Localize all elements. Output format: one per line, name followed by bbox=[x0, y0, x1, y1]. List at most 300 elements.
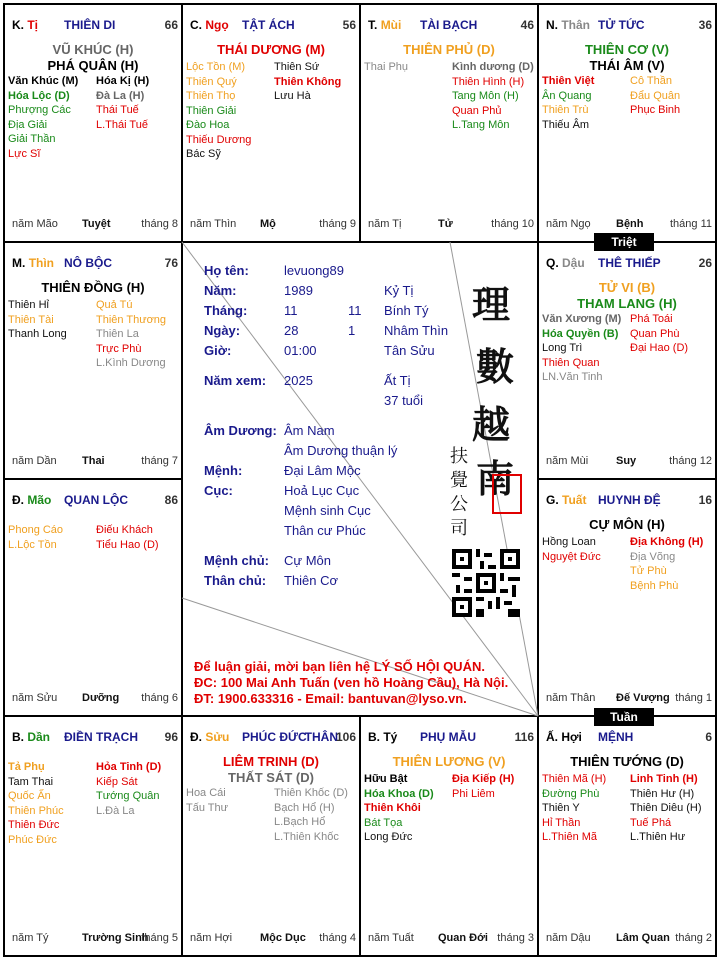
han-month: tháng 12 bbox=[669, 455, 712, 467]
palace-tuat bbox=[538, 479, 716, 716]
view-year-value: 2025 bbox=[284, 373, 313, 388]
minor-star: Thiên Sứ bbox=[274, 61, 320, 73]
minor-star: Tam Thai bbox=[8, 775, 54, 788]
truong-sinh: Mộc Dục bbox=[260, 932, 306, 944]
palace-header bbox=[182, 730, 360, 746]
minor-stars-left bbox=[186, 60, 251, 162]
main-star: CỰ MÔN (H) bbox=[589, 517, 665, 532]
palace-number: 116 bbox=[514, 730, 534, 744]
palace-footer bbox=[538, 692, 716, 706]
minor-star: Thiên Thọ bbox=[186, 90, 236, 102]
minor-star: Quan Phủ bbox=[452, 104, 502, 117]
palace-footer bbox=[538, 932, 716, 946]
palace-number: 76 bbox=[164, 256, 178, 270]
month-label: Tháng: bbox=[204, 303, 248, 318]
palace-position bbox=[546, 493, 586, 507]
han-month: tháng 2 bbox=[675, 932, 712, 944]
minor-star: Tấu Thư bbox=[186, 801, 229, 814]
palace-header bbox=[4, 256, 182, 272]
small-seal-2: 覺 bbox=[450, 470, 468, 491]
palace-header bbox=[538, 493, 716, 509]
palace-ngo bbox=[182, 4, 360, 242]
truong-sinh: Đế Vượng bbox=[616, 692, 670, 704]
seal-char-2: 數 bbox=[476, 344, 515, 389]
minor-star: Phượng Các bbox=[8, 104, 71, 116]
truong-sinh: Tuyệt bbox=[82, 218, 111, 230]
minor-stars-left bbox=[8, 74, 78, 161]
palace-position bbox=[546, 18, 590, 32]
palace-header bbox=[4, 493, 182, 509]
palace-number: 46 bbox=[520, 18, 534, 32]
day-label: Ngày: bbox=[204, 323, 241, 338]
view-year-can: Ất Tị bbox=[384, 373, 411, 388]
han-month: tháng 5 bbox=[141, 932, 178, 944]
palace-dan bbox=[4, 716, 182, 956]
palace-chi: Mão bbox=[27, 493, 52, 507]
truong-sinh: Suy bbox=[616, 455, 637, 467]
palace-dau bbox=[538, 242, 716, 479]
than-chu-label: Thân chủ: bbox=[204, 573, 267, 588]
minor-star: Tuế Phá bbox=[630, 816, 672, 829]
minor-stars-right bbox=[630, 535, 703, 593]
seal-char-1: 理 bbox=[472, 282, 511, 327]
minor-star: Kình dương (D) bbox=[452, 61, 534, 73]
han-year: năm Hợi bbox=[190, 932, 233, 944]
minor-star: Đường Phù bbox=[542, 787, 600, 800]
minor-star: Thiếu Âm bbox=[542, 118, 590, 131]
minor-star: Phục Binh bbox=[630, 104, 681, 116]
truong-sinh: Quan Đới bbox=[438, 932, 488, 944]
palace-position bbox=[368, 730, 397, 744]
minor-star: Thiên Không bbox=[274, 75, 342, 88]
cuc-value: Hoả Lục Cục bbox=[284, 483, 360, 498]
palace-number: 86 bbox=[164, 493, 178, 507]
minor-star: Long Đức bbox=[364, 831, 413, 843]
tuan-badge: Tuần bbox=[594, 708, 654, 726]
minor-star: Thiên La bbox=[96, 328, 139, 340]
han-year: năm Sửu bbox=[12, 692, 58, 704]
age-value: 37 tuổi bbox=[384, 393, 424, 408]
minor-star: Thiên Giải bbox=[186, 104, 237, 117]
minor-stars-left bbox=[364, 60, 408, 75]
main-star: THIÊN LƯƠNG (V) bbox=[392, 754, 506, 769]
minor-star: Thiên Hình (H) bbox=[452, 75, 525, 88]
minor-star: Thiên Diêu (H) bbox=[630, 802, 702, 814]
minor-star: Quốc Ấn bbox=[8, 790, 51, 802]
minor-star: L.Lộc Tồn bbox=[8, 538, 57, 551]
palace-position bbox=[12, 493, 51, 507]
seal-char-3: 越 bbox=[472, 402, 511, 447]
minor-star: Thiên Khôi bbox=[364, 802, 421, 814]
palace-number: 6 bbox=[705, 730, 712, 744]
month-lunar: 11 bbox=[348, 303, 362, 318]
palace-chi: Dậu bbox=[562, 256, 585, 270]
minor-star: Hoa Cái bbox=[186, 787, 226, 799]
name-label: Họ tên: bbox=[204, 263, 249, 278]
day-can: Nhâm Thìn bbox=[384, 323, 449, 338]
small-seal-1: 扶 bbox=[450, 446, 468, 467]
minor-star: Long Trì bbox=[542, 342, 583, 354]
palace-footer bbox=[360, 218, 538, 232]
palace-position bbox=[546, 730, 582, 744]
palace-ty bbox=[360, 716, 538, 956]
minor-star: Nguyệt Đức bbox=[542, 550, 601, 563]
minor-stars-right bbox=[96, 760, 161, 818]
palace-number: 106 bbox=[335, 730, 356, 744]
palace-number: 96 bbox=[164, 730, 178, 744]
main-star: THÁI DƯƠNG (M) bbox=[217, 42, 325, 57]
triet-badge: Triệt bbox=[594, 233, 654, 251]
han-month: tháng 7 bbox=[141, 455, 178, 467]
palace-ti bbox=[4, 4, 182, 242]
minor-star: L.Thiên Mã bbox=[542, 831, 598, 843]
minor-stars-left bbox=[542, 535, 601, 564]
minor-star: Thiên Mã (H) bbox=[542, 773, 607, 785]
palace-mui bbox=[360, 4, 538, 242]
palace-chi: Sửu bbox=[205, 730, 230, 744]
main-star: PHÁ QUÂN (H) bbox=[47, 58, 139, 73]
minor-star: Bát Tọa bbox=[364, 816, 403, 829]
minor-star: Hồng Loan bbox=[542, 536, 596, 548]
palace-number: 56 bbox=[342, 18, 356, 32]
contact-line-1: Để luận giải, mời bạn liên hệ LÝ SỐ HỘI QUÁN. bbox=[194, 659, 485, 674]
minor-star: Quan Phù bbox=[630, 327, 680, 340]
minor-star: Văn Xương (M) bbox=[542, 313, 622, 325]
palace-can: Đ. bbox=[190, 730, 202, 744]
han-year: năm Ngọ bbox=[546, 218, 591, 230]
palace-header bbox=[360, 730, 538, 746]
truong-sinh: Trường Sinh bbox=[82, 932, 149, 944]
main-star: THIÊN TƯỚNG (D) bbox=[570, 754, 684, 769]
minor-stars-right bbox=[96, 523, 159, 552]
minor-stars-left bbox=[542, 772, 606, 845]
minor-star: Cô Thần bbox=[630, 75, 672, 87]
month-can: Bính Tý bbox=[384, 303, 429, 318]
truong-sinh: Thai bbox=[82, 455, 105, 467]
palace-house-name: HUYNH ĐỆ bbox=[598, 493, 661, 507]
minor-star: Đà La (H) bbox=[96, 89, 145, 102]
minor-star: Lộc Tồn (M) bbox=[186, 61, 246, 73]
minor-stars-left bbox=[542, 312, 621, 385]
minor-stars-left bbox=[8, 760, 64, 847]
truong-sinh: Lâm Quan bbox=[616, 932, 670, 944]
han-month: tháng 6 bbox=[141, 692, 178, 704]
palace-header bbox=[538, 18, 716, 34]
minor-star: Thiên Phúc bbox=[8, 804, 64, 817]
minor-star: Kiếp Sát bbox=[96, 775, 138, 788]
minor-star: L.Thái Tuế bbox=[96, 118, 148, 131]
palace-can: B. bbox=[12, 730, 24, 744]
minor-star: Văn Khúc (M) bbox=[8, 75, 79, 87]
small-seal-4: 司 bbox=[450, 518, 468, 539]
palace-footer bbox=[538, 455, 716, 469]
minor-star: Lưu Hà bbox=[274, 90, 311, 102]
minor-star: Thiên Đức bbox=[8, 819, 60, 831]
menh-chu-value: Cự Môn bbox=[284, 553, 331, 568]
minor-stars-right bbox=[630, 772, 702, 845]
han-month: tháng 3 bbox=[497, 932, 534, 944]
palace-header bbox=[538, 730, 716, 746]
cuc-note: Mệnh sinh Cục bbox=[284, 503, 371, 518]
minor-star: Hóa Lộc (D) bbox=[8, 89, 70, 102]
palace-can: M. bbox=[12, 256, 26, 270]
minor-star: Bệnh Phù bbox=[630, 579, 679, 592]
palace-mao bbox=[4, 479, 182, 716]
minor-star: Thiên Quý bbox=[186, 75, 237, 88]
menh-value: Đại Lâm Mộc bbox=[284, 463, 361, 478]
truong-sinh: Bệnh bbox=[616, 218, 644, 230]
minor-stars-left bbox=[8, 298, 67, 342]
minor-star: L.Thiên Hư bbox=[630, 831, 686, 843]
minor-star: L.Bạch Hổ bbox=[274, 816, 326, 828]
palace-header bbox=[182, 18, 360, 34]
palace-can: C. bbox=[190, 18, 202, 32]
palace-chi: Hợi bbox=[561, 730, 582, 744]
minor-star: Thiên Y bbox=[542, 802, 580, 814]
palace-suu bbox=[182, 716, 360, 956]
palace-can: Đ. bbox=[12, 493, 24, 507]
minor-stars-right bbox=[96, 298, 166, 371]
palace-than bbox=[538, 4, 716, 242]
than-cu-note: Thân cư Phúc bbox=[284, 523, 366, 538]
hour-value: 01:00 bbox=[284, 343, 317, 358]
main-star: TỬ VI (B) bbox=[598, 280, 656, 295]
minor-star: Thiên Trù bbox=[542, 104, 589, 116]
minor-star: Tử Phù bbox=[630, 565, 667, 577]
palace-can: B. bbox=[368, 730, 380, 744]
palace-number: 66 bbox=[164, 18, 178, 32]
minor-star: Ân Quang bbox=[542, 89, 592, 102]
palace-chi: Mùi bbox=[380, 18, 402, 32]
minor-star: L.Đà La bbox=[96, 804, 135, 817]
palace-chi: Ngọ bbox=[205, 18, 229, 32]
minor-stars-right bbox=[452, 60, 534, 133]
minor-star: Hóa Quyền (B) bbox=[542, 327, 619, 340]
minor-stars-right bbox=[274, 786, 348, 844]
amduong-label: Âm Dương: bbox=[204, 423, 277, 438]
minor-star: Bạch Hổ (H) bbox=[274, 801, 335, 814]
han-year: năm Tị bbox=[368, 218, 402, 230]
minor-star: Đào Hoa bbox=[186, 119, 230, 131]
minor-star: Tả Phụ bbox=[8, 761, 45, 773]
minor-star: Thiếu Dương bbox=[186, 133, 252, 146]
minor-stars-right bbox=[96, 74, 149, 132]
minor-star: Thiên Việt bbox=[542, 75, 595, 87]
minor-stars-right bbox=[274, 60, 341, 104]
han-month: tháng 4 bbox=[319, 932, 356, 944]
contact-line-2: ĐC: 100 Mai Anh Tuấn (ven hồ Hoàng Cầu), Hà Nội. bbox=[194, 675, 509, 690]
palace-hoi bbox=[538, 716, 716, 956]
than-chu-value: Thiên Cơ bbox=[284, 573, 339, 588]
palace-footer bbox=[360, 932, 538, 946]
minor-star: Thai Phụ bbox=[364, 61, 409, 73]
han-month: tháng 11 bbox=[669, 218, 712, 230]
palace-position bbox=[368, 18, 401, 32]
minor-stars-right bbox=[630, 74, 680, 118]
minor-stars-left bbox=[186, 786, 228, 815]
han-year: năm Mùi bbox=[546, 455, 589, 467]
palace-house-name: ĐIỀN TRẠCH bbox=[64, 730, 138, 744]
palace-number: 26 bbox=[698, 256, 712, 270]
han-month: tháng 8 bbox=[141, 218, 178, 230]
minor-stars-left bbox=[542, 74, 594, 132]
minor-star: L.Kình Dương bbox=[96, 357, 166, 369]
truong-sinh: Mộ bbox=[260, 218, 276, 230]
palace-chi: Tý bbox=[383, 730, 398, 744]
palace-header bbox=[360, 18, 538, 34]
palace-house-name: TỬ TỨC bbox=[598, 18, 645, 32]
cuc-label: Cục: bbox=[204, 483, 233, 498]
palace-chi: Dần bbox=[27, 730, 51, 744]
day-value: 28 bbox=[284, 323, 299, 338]
han-year: năm Thìn bbox=[190, 218, 237, 230]
minor-stars-left bbox=[364, 772, 434, 845]
minor-star: L.Thiên Khốc bbox=[274, 830, 339, 843]
minor-star: Hỉ Thần bbox=[542, 816, 581, 829]
year-value: 1989 bbox=[284, 283, 313, 298]
han-month: tháng 10 bbox=[491, 218, 534, 230]
palace-footer bbox=[4, 218, 182, 232]
contact-line-3: ĐT: 1900.633316 - Email: bantuvan@lyso.vn. bbox=[194, 691, 467, 706]
main-star: THIÊN ĐỒNG (H) bbox=[41, 280, 145, 295]
day-lunar: 1 bbox=[348, 323, 356, 338]
palace-house-name: PHỤ MẪU bbox=[420, 730, 476, 744]
small-seal-3: 公 bbox=[450, 494, 468, 515]
minor-star: Điếu Khách bbox=[96, 524, 153, 536]
palace-position bbox=[190, 18, 229, 32]
view-year-label: Năm xem: bbox=[204, 373, 267, 388]
han-year: năm Mão bbox=[12, 218, 58, 230]
han-month: tháng 1 bbox=[675, 692, 712, 704]
palace-chi: Thân bbox=[561, 18, 591, 32]
palace-position bbox=[546, 256, 585, 270]
minor-star: Lực Sĩ bbox=[8, 147, 41, 160]
minor-star: LN.Văn Tinh bbox=[542, 371, 603, 383]
minor-star: Tiểu Hao (D) bbox=[96, 538, 159, 551]
name-value: levuong89 bbox=[284, 263, 344, 278]
palace-can: T. bbox=[368, 18, 378, 32]
han-year: năm Tý bbox=[12, 932, 49, 944]
main-star: THAM LANG (H) bbox=[577, 296, 677, 311]
minor-stars-left bbox=[8, 523, 63, 552]
minor-star: Thiên Hỉ bbox=[8, 299, 49, 311]
year-label: Năm: bbox=[204, 283, 237, 298]
han-month: tháng 9 bbox=[319, 218, 356, 230]
palace-house-name: QUAN LỘC bbox=[64, 493, 128, 507]
main-star: THIÊN CƠ (V) bbox=[584, 42, 670, 57]
minor-star: Hóa Kị (H) bbox=[96, 75, 150, 87]
truong-sinh: Tử bbox=[438, 218, 453, 230]
minor-star: Thiên Thương bbox=[96, 313, 167, 326]
hour-can: Tân Sửu bbox=[384, 343, 435, 358]
minor-stars-right bbox=[630, 312, 688, 356]
main-star: THẤT SÁT (D) bbox=[228, 770, 314, 785]
palace-house-name: NÔ BỘC bbox=[64, 256, 112, 270]
palace-chi: Thìn bbox=[28, 256, 55, 270]
minor-star: Hóa Khoa (D) bbox=[364, 787, 434, 800]
palace-thin bbox=[4, 242, 182, 479]
minor-star: Thiên Quan bbox=[542, 356, 600, 369]
menh-chu-label: Mệnh chủ: bbox=[204, 553, 269, 568]
main-star: LIÊM TRINH (D) bbox=[222, 754, 320, 769]
minor-star: Tang Môn (H) bbox=[452, 90, 519, 102]
palace-position bbox=[12, 18, 38, 32]
palace-house-name: TÀI BẠCH bbox=[420, 18, 478, 32]
palace-number: 36 bbox=[698, 18, 712, 32]
minor-star: Thanh Long bbox=[8, 328, 67, 340]
minor-star: Trực Phù bbox=[96, 342, 142, 355]
palace-position bbox=[12, 256, 54, 270]
palace-can: K. bbox=[12, 18, 24, 32]
minor-star: Quả Tú bbox=[96, 299, 133, 311]
than-marker: THÂN bbox=[304, 730, 338, 744]
year-can: Kỷ Tị bbox=[384, 283, 414, 298]
han-year: năm Dậu bbox=[546, 932, 591, 944]
minor-star: L.Tang Môn bbox=[452, 119, 510, 131]
palace-can: N. bbox=[546, 18, 558, 32]
minor-star: Giải Thần bbox=[8, 133, 56, 145]
palace-chi: Tị bbox=[27, 18, 39, 32]
palace-number: 16 bbox=[698, 493, 712, 507]
minor-star: Thái Tuế bbox=[96, 104, 139, 116]
minor-star: Phong Cáo bbox=[8, 524, 64, 536]
minor-star: Tướng Quân bbox=[96, 790, 160, 802]
minor-star: Địa Không (H) bbox=[630, 536, 704, 548]
minor-star: Thiên Hư (H) bbox=[630, 787, 695, 800]
palace-can: Q. bbox=[546, 256, 559, 270]
palace-can: G. bbox=[546, 493, 559, 507]
minor-star: Linh Tinh (H) bbox=[630, 773, 698, 785]
main-star: THÁI ÂM (V) bbox=[589, 58, 665, 73]
palace-house-name: TẬT ÁCH bbox=[242, 18, 295, 32]
palace-position bbox=[12, 730, 50, 744]
palace-footer bbox=[4, 455, 182, 469]
palace-header bbox=[538, 256, 716, 272]
palace-house-name: PHÚC ĐỨC bbox=[242, 730, 307, 744]
minor-star: Thiên Tài bbox=[8, 313, 54, 326]
minor-star: Phá Toái bbox=[630, 313, 673, 325]
palace-footer bbox=[182, 932, 360, 946]
amduong-note: Âm Dương thuận lý bbox=[284, 443, 398, 458]
minor-star: Địa Giải bbox=[8, 118, 48, 131]
palace-footer bbox=[538, 218, 716, 232]
minor-star: Phúc Đức bbox=[8, 833, 57, 846]
main-star: VŨ KHÚC (H) bbox=[52, 42, 134, 57]
palace-header bbox=[4, 18, 182, 34]
qr-code[interactable] bbox=[452, 549, 520, 617]
palace-footer bbox=[4, 932, 182, 946]
main-star: THIÊN PHỦ (D) bbox=[403, 42, 495, 57]
han-year: năm Dần bbox=[12, 455, 57, 467]
center-info-panel bbox=[182, 242, 538, 716]
palace-footer bbox=[182, 218, 360, 232]
minor-star: Địa Kiếp (H) bbox=[452, 773, 515, 785]
palace-position bbox=[190, 730, 229, 744]
minor-star: Bác Sỹ bbox=[186, 148, 221, 160]
month-value: 11 bbox=[284, 303, 298, 318]
minor-star: Đại Hao (D) bbox=[630, 342, 689, 354]
minor-stars-right bbox=[452, 772, 514, 801]
menh-label: Mệnh: bbox=[204, 463, 243, 478]
palace-house-name: MỆNH bbox=[598, 730, 634, 744]
han-year: năm Thân bbox=[546, 692, 596, 704]
palace-header bbox=[4, 730, 182, 746]
minor-star: Phi Liêm bbox=[452, 787, 495, 800]
minor-star: Địa Võng bbox=[630, 550, 676, 563]
hour-label: Giờ: bbox=[204, 343, 232, 358]
amduong-value: Âm Nam bbox=[284, 423, 335, 438]
han-year: năm Tuất bbox=[368, 932, 414, 944]
